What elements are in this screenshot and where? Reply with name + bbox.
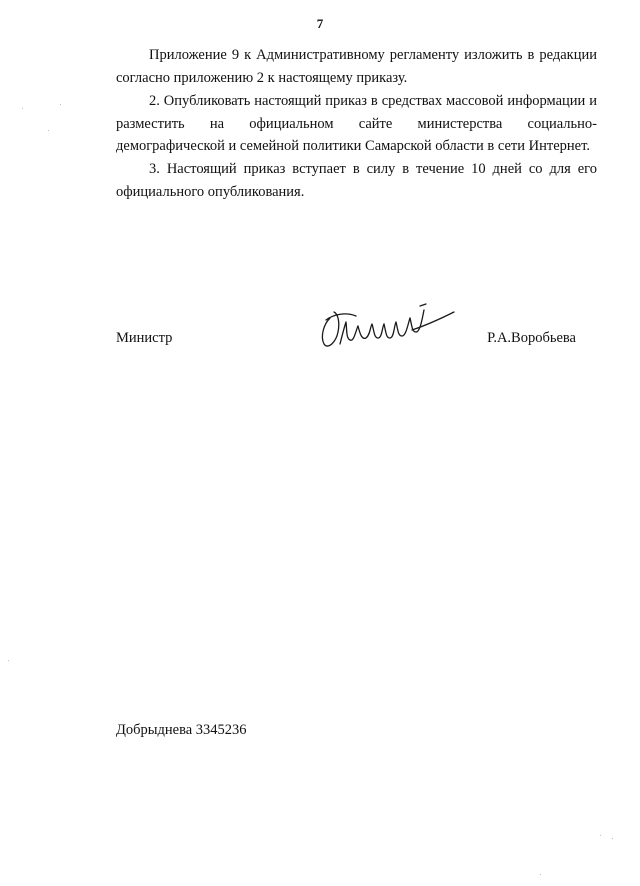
signer-name: Р.А.Воробьева xyxy=(487,330,576,346)
paragraph-3: 3. Настоящий приказ вступает в силу в течение 10 дней со для его официального опубликования. xyxy=(116,161,597,200)
scan-speck xyxy=(48,130,49,131)
scan-speck xyxy=(540,874,541,875)
paragraph-1: Приложение 9 к Административному регламенту изложить в редакции согласно приложению 2 к настоящему приказу. xyxy=(116,47,597,86)
handwritten-signature xyxy=(316,300,461,355)
scan-speck xyxy=(22,108,23,109)
executor-contact: Добрыднева 3345236 xyxy=(116,722,247,738)
page-number: 7 xyxy=(316,16,324,31)
scan-speck xyxy=(8,660,9,661)
scan-speck xyxy=(600,835,601,836)
scan-speck xyxy=(612,838,613,839)
scan-speck xyxy=(60,104,61,105)
paragraph-2: 2. Опубликовать настоящий приказ в средствах массовой информации и разместить на официальном сайте министерства социально-демографической и семейной политики Самарской области в сети Интернет. xyxy=(116,93,597,154)
position-title: Министр xyxy=(116,330,173,346)
